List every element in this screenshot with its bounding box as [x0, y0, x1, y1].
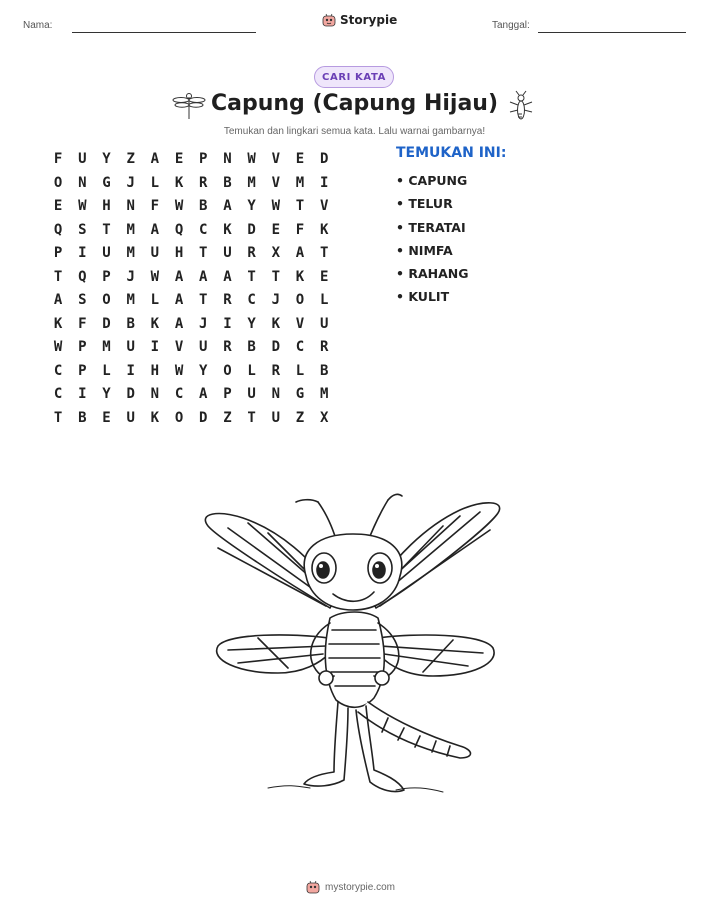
- grid-letter[interactable]: F: [295, 221, 305, 238]
- grid-letter[interactable]: T: [247, 268, 256, 285]
- grid-letter[interactable]: U: [102, 245, 111, 261]
- grid-letter[interactable]: F: [53, 151, 63, 167]
- grid-letter[interactable]: L: [150, 292, 160, 308]
- grid-letter[interactable]: Q: [78, 268, 87, 285]
- grid-letter[interactable]: V: [319, 198, 329, 214]
- grid-letter[interactable]: M: [319, 386, 329, 402]
- grid-letter[interactable]: U: [199, 339, 208, 355]
- mosquito-icon: [508, 90, 534, 122]
- grid-letter[interactable]: T: [199, 292, 208, 308]
- word-item: • TERATAI: [396, 219, 466, 235]
- grid-letter[interactable]: T: [199, 245, 208, 261]
- grid-letter[interactable]: P: [78, 339, 87, 355]
- word-list-title: TEMUKAN INI:: [396, 145, 507, 161]
- grid-letter[interactable]: A: [199, 386, 208, 402]
- grid-letter[interactable]: M: [295, 174, 305, 191]
- grid-letter[interactable]: Q: [174, 221, 184, 238]
- grid-letter[interactable]: F: [150, 198, 160, 214]
- grid-letter[interactable]: O: [223, 362, 232, 379]
- grid-letter[interactable]: U: [319, 315, 329, 332]
- grid-letter[interactable]: V: [271, 174, 280, 191]
- word-list: [396, 170, 469, 310]
- grid-letter[interactable]: K: [174, 174, 184, 191]
- grid-letter[interactable]: W: [53, 339, 63, 355]
- grid-letter[interactable]: M: [126, 245, 135, 261]
- grid-letter[interactable]: W: [78, 198, 87, 214]
- grid-letter[interactable]: Z: [295, 409, 305, 426]
- word-item: • CAPUNG: [396, 173, 468, 188]
- activity-badge: CARI KATA: [314, 66, 394, 88]
- grid-letter[interactable]: E: [53, 198, 63, 214]
- grid-letter[interactable]: D: [247, 221, 256, 238]
- grid-letter[interactable]: P: [223, 386, 232, 402]
- grid-letter[interactable]: E: [174, 151, 184, 167]
- grid-letter[interactable]: H: [102, 198, 111, 214]
- grid-letter[interactable]: N: [150, 386, 160, 402]
- grid-letter[interactable]: Y: [247, 315, 256, 332]
- grid-letter[interactable]: V: [271, 151, 280, 167]
- grid-letter[interactable]: T: [271, 268, 280, 285]
- grid-letter[interactable]: A: [174, 315, 184, 332]
- grid-letter[interactable]: J: [126, 174, 135, 191]
- grid-letter[interactable]: O: [174, 409, 184, 426]
- grid-letter[interactable]: L: [295, 362, 305, 379]
- word-item: • KULIT: [396, 289, 450, 305]
- grid-letter[interactable]: Y: [102, 386, 111, 402]
- grid-letter[interactable]: U: [126, 409, 135, 426]
- grid-letter[interactable]: L: [247, 362, 256, 379]
- grid-letter[interactable]: R: [223, 292, 232, 308]
- brand: [322, 13, 397, 27]
- grid-letter[interactable]: N: [271, 386, 280, 402]
- grid-letter[interactable]: Z: [126, 151, 135, 167]
- grid-letter[interactable]: W: [150, 268, 160, 285]
- grid-letter[interactable]: E: [319, 268, 329, 285]
- grid-letter[interactable]: T: [53, 409, 63, 426]
- grid-letter[interactable]: K: [295, 268, 305, 285]
- grid-letter[interactable]: B: [247, 339, 256, 355]
- grid-letter[interactable]: K: [271, 315, 280, 332]
- grid-letter[interactable]: G: [295, 386, 305, 402]
- grid-letter[interactable]: T: [319, 245, 329, 261]
- grid-letter[interactable]: B: [78, 409, 87, 426]
- grid-letter[interactable]: L: [319, 292, 329, 308]
- grid-letter[interactable]: O: [102, 292, 111, 308]
- grid-letter[interactable]: N: [126, 198, 135, 214]
- grid-letter[interactable]: R: [199, 174, 208, 191]
- grid-letter[interactable]: P: [199, 151, 208, 167]
- grid-letter[interactable]: A: [223, 268, 232, 285]
- grid-letter[interactable]: A: [53, 292, 63, 308]
- grid-letter[interactable]: W: [271, 198, 280, 214]
- grid-letter[interactable]: L: [102, 362, 111, 379]
- grid-letter[interactable]: W: [247, 151, 256, 167]
- grid-letter[interactable]: A: [174, 268, 184, 285]
- grid-letter[interactable]: O: [53, 174, 63, 191]
- word-item: • RAHANG: [396, 266, 469, 282]
- page-title: Capung (Capung Hijau): [210, 91, 499, 116]
- grid-letter[interactable]: G: [102, 174, 111, 191]
- grid-letter[interactable]: U: [247, 386, 256, 402]
- grid-letter[interactable]: I: [78, 245, 87, 261]
- grid-letter[interactable]: D: [102, 315, 111, 332]
- grid-letter[interactable]: U: [223, 245, 232, 261]
- name-label: Nama:: [23, 20, 53, 31]
- grid-letter[interactable]: J: [126, 268, 135, 285]
- grid-letter[interactable]: D: [126, 386, 135, 402]
- grid-letter[interactable]: O: [295, 292, 305, 308]
- grid-letter[interactable]: M: [126, 221, 135, 238]
- grid-letter[interactable]: C: [247, 292, 256, 308]
- grid-letter[interactable]: H: [150, 362, 160, 379]
- grid-letter[interactable]: N: [223, 151, 232, 167]
- dragonfly-illustration: [198, 488, 508, 803]
- grid-letter[interactable]: U: [78, 151, 87, 167]
- footer: [306, 880, 395, 894]
- grid-letter[interactable]: C: [53, 386, 63, 402]
- grid-letter[interactable]: I: [150, 339, 160, 355]
- grid-letter[interactable]: X: [271, 245, 280, 261]
- word-item: • NIMFA: [396, 242, 453, 258]
- grid-letter[interactable]: C: [174, 386, 184, 402]
- grid-letter[interactable]: Z: [223, 409, 232, 426]
- grid-letter[interactable]: C: [199, 221, 208, 238]
- grid-letter[interactable]: R: [247, 245, 256, 261]
- grid-letter[interactable]: U: [126, 339, 135, 355]
- grid-letter[interactable]: D: [271, 339, 280, 355]
- grid-letter[interactable]: D: [319, 151, 329, 167]
- grid-letter[interactable]: S: [78, 221, 87, 238]
- grid-letter[interactable]: I: [78, 386, 87, 402]
- grid-letter[interactable]: E: [295, 151, 305, 167]
- grid-letter[interactable]: A: [174, 292, 184, 308]
- grid-letter[interactable]: P: [53, 245, 63, 261]
- date-label: Tanggal:: [492, 20, 530, 31]
- grid-letter[interactable]: R: [223, 339, 232, 355]
- grid-letter[interactable]: M: [102, 339, 111, 355]
- grid-letter[interactable]: U: [271, 409, 280, 426]
- grid-letter[interactable]: K: [150, 315, 160, 332]
- footer-url: mystorypie.com: [325, 881, 396, 893]
- grid-letter[interactable]: B: [126, 315, 135, 332]
- grid-letter[interactable]: T: [53, 268, 63, 285]
- grid-letter[interactable]: K: [150, 409, 160, 426]
- grid-letter[interactable]: A: [295, 245, 305, 261]
- grid-letter[interactable]: N: [78, 174, 87, 191]
- storypie-logo-icon: [322, 13, 336, 27]
- grid-letter[interactable]: B: [319, 362, 329, 379]
- grid-letter[interactable]: J: [271, 292, 280, 308]
- grid-letter[interactable]: B: [199, 198, 208, 214]
- grid-letter[interactable]: V: [295, 315, 305, 332]
- name-line[interactable]: [72, 32, 256, 33]
- grid-letter[interactable]: A: [150, 151, 160, 167]
- grid-letter[interactable]: H: [174, 245, 184, 261]
- brand-name: Storypie: [340, 13, 398, 27]
- grid-letter[interactable]: R: [271, 362, 280, 379]
- grid-letter[interactable]: K: [319, 221, 329, 238]
- grid-letter[interactable]: E: [102, 409, 111, 426]
- grid-letter[interactable]: S: [78, 292, 87, 308]
- storypie-logo-icon: [306, 880, 320, 894]
- grid-letter[interactable]: A: [150, 221, 160, 238]
- grid-letter[interactable]: Y: [199, 362, 208, 379]
- grid-letter[interactable]: W: [174, 198, 184, 214]
- grid-letter[interactable]: U: [150, 245, 160, 261]
- grid-letter[interactable]: E: [271, 221, 280, 238]
- grid-letter[interactable]: K: [223, 221, 232, 238]
- grid-letter[interactable]: W: [174, 362, 184, 379]
- grid-letter[interactable]: A: [199, 268, 208, 285]
- grid-letter[interactable]: T: [247, 409, 256, 426]
- grid-letter[interactable]: A: [223, 198, 232, 214]
- grid-letter[interactable]: F: [78, 315, 87, 332]
- grid-letter[interactable]: X: [319, 409, 329, 426]
- grid-letter[interactable]: Y: [247, 198, 256, 214]
- grid-letter[interactable]: V: [174, 339, 184, 355]
- grid-letter[interactable]: I: [126, 362, 135, 379]
- grid-letter[interactable]: L: [150, 174, 160, 191]
- word-search-grid[interactable]: [46, 148, 336, 430]
- grid-letter[interactable]: J: [199, 315, 208, 332]
- grid-letter[interactable]: P: [102, 268, 111, 285]
- grid-letter[interactable]: D: [199, 409, 208, 426]
- grid-letter[interactable]: C: [295, 339, 305, 355]
- instructions: Temukan dan lingkari semua kata. Lalu warnai gambarnya!: [223, 126, 486, 137]
- grid-letter[interactable]: C: [53, 362, 63, 379]
- grid-letter[interactable]: Q: [53, 221, 63, 238]
- grid-letter[interactable]: I: [319, 174, 329, 191]
- grid-letter[interactable]: T: [295, 198, 305, 214]
- grid-letter[interactable]: Y: [102, 151, 111, 167]
- date-line[interactable]: [538, 32, 686, 33]
- grid-letter[interactable]: T: [102, 221, 111, 238]
- grid-letter[interactable]: B: [223, 174, 232, 191]
- grid-letter[interactable]: I: [223, 315, 232, 332]
- grid-letter[interactable]: P: [78, 362, 87, 379]
- grid-letter[interactable]: R: [319, 339, 329, 355]
- grid-letter[interactable]: K: [53, 315, 63, 332]
- grid-letter[interactable]: M: [247, 174, 256, 191]
- grid-letter[interactable]: M: [126, 292, 135, 308]
- word-item: • TELUR: [396, 196, 453, 212]
